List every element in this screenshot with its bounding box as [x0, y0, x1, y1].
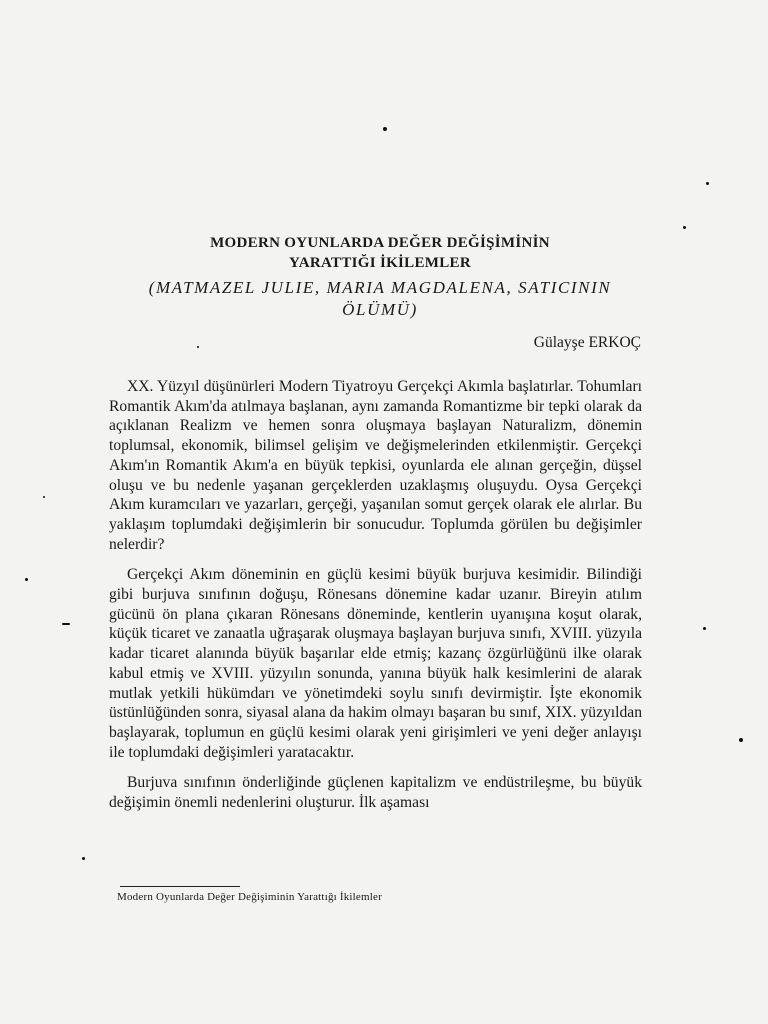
paragraph-1: XX. Yüzyıl düşünürleri Modern Tiyatroyu Gerçekçi Akımla başlatırlar. Tohumları Romantik Akım'da atılmaya başlanan, aynı zamanda Romantizme bir tepki olarak da açıklanan Realizm ve hemen sonra oluşmaya başlayan Naturalizm, dönemin toplumsal, ekonomik, bilimsel gelişim ve değişmelerinden etkilenmiştir. Gerçekçi Akım'ın Romantik Akım'a en büyük tepkisi, oyunlarda ele alınan gerçeğin, düşsel oluşu ve bu nedenle yaşanan gerçeklerden uzaklaşmış oluşuydu. Oysa Gerçekçi Akım kuramcıları ve yazarları, gerçeği, yaşanılan somut gerçek olarak ele alırlar. Bu yaklaşım toplumdaki değişimlerin bir sonucudur. Toplumda görülen bu değişimler nelerdir?: [109, 378, 642, 553]
scan-speck: [197, 346, 199, 348]
scan-speck: [706, 182, 709, 185]
scan-speck: [703, 627, 706, 630]
scan-speck: [683, 226, 686, 229]
scan-speck: [82, 857, 85, 860]
body-text: [109, 377, 642, 824]
scan-speck: [739, 738, 743, 742]
scan-speck: [25, 578, 28, 581]
title-line-2: YARATTIĞI İKİLEMLER: [289, 255, 471, 271]
title-line-1: MODERN OYUNLARDA DEĞER DEĞİŞİMİNİN: [210, 235, 550, 251]
article-subtitle: [100, 277, 660, 321]
paragraph-3: Burjuva sınıfının önderliğinde güçlenen kapitalizm ve endüstrileşme, bu büyük değişimin önemli nedenlerini oluşturur. İlk aşaması: [109, 774, 642, 812]
scan-speck: [383, 127, 387, 131]
footnote: Modern Oyunlarda Değer Değişiminin Yarattığı İkilemler: [117, 891, 382, 903]
paragraph-2: Gerçekçi Akım döneminin en güçlü kesimi büyük burjuva kesimidir. Bilindiği gibi burjuva sınıfının doğuşu, Rönesans dönemine kadar uzanır. Bireyin atılım gücünü ön plana çıkaran Rönesans döneminde, kentlerin uyanışına koşut olarak, küçük ticaret ve zanaatla uğraşarak oluşmaya başlayan burjuva sınıfı, XVIII. yüzyıla kadar ticaret alanında büyük başarılar elde etmiş; kazanç özgürlüğünü ilke olarak kabul etmiş ve XVIII. yüzyılın sonunda, yanına büyük halk kesimlerini de alarak mutlak yetkili hükümdarı ve yönetimdeki soylu sınıfı devirmiştir. İşte ekonomik üstünlüğünden sonra, siyasal alana da hakim olmayı başaran bu sınıf, XIX. yüzyıldan başlayarak, toplumun en güçlü kesimi olarak yeni girişimleri ve yeni değer anlayışı ile toplumdaki değişimleri yaratacaktır.: [109, 566, 642, 761]
subtitle-line-1: (MATMAZEL JULIE, MARIA MAGDALENA, SATICININ: [148, 278, 612, 297]
scan-speck: [62, 623, 70, 625]
author-name: Gülayşe ERKOÇ: [533, 334, 641, 351]
footnote-divider: [120, 886, 240, 887]
subtitle-line-2: ÖLÜMÜ): [342, 300, 418, 319]
scan-speck: [43, 496, 45, 498]
article-title: [100, 233, 660, 273]
